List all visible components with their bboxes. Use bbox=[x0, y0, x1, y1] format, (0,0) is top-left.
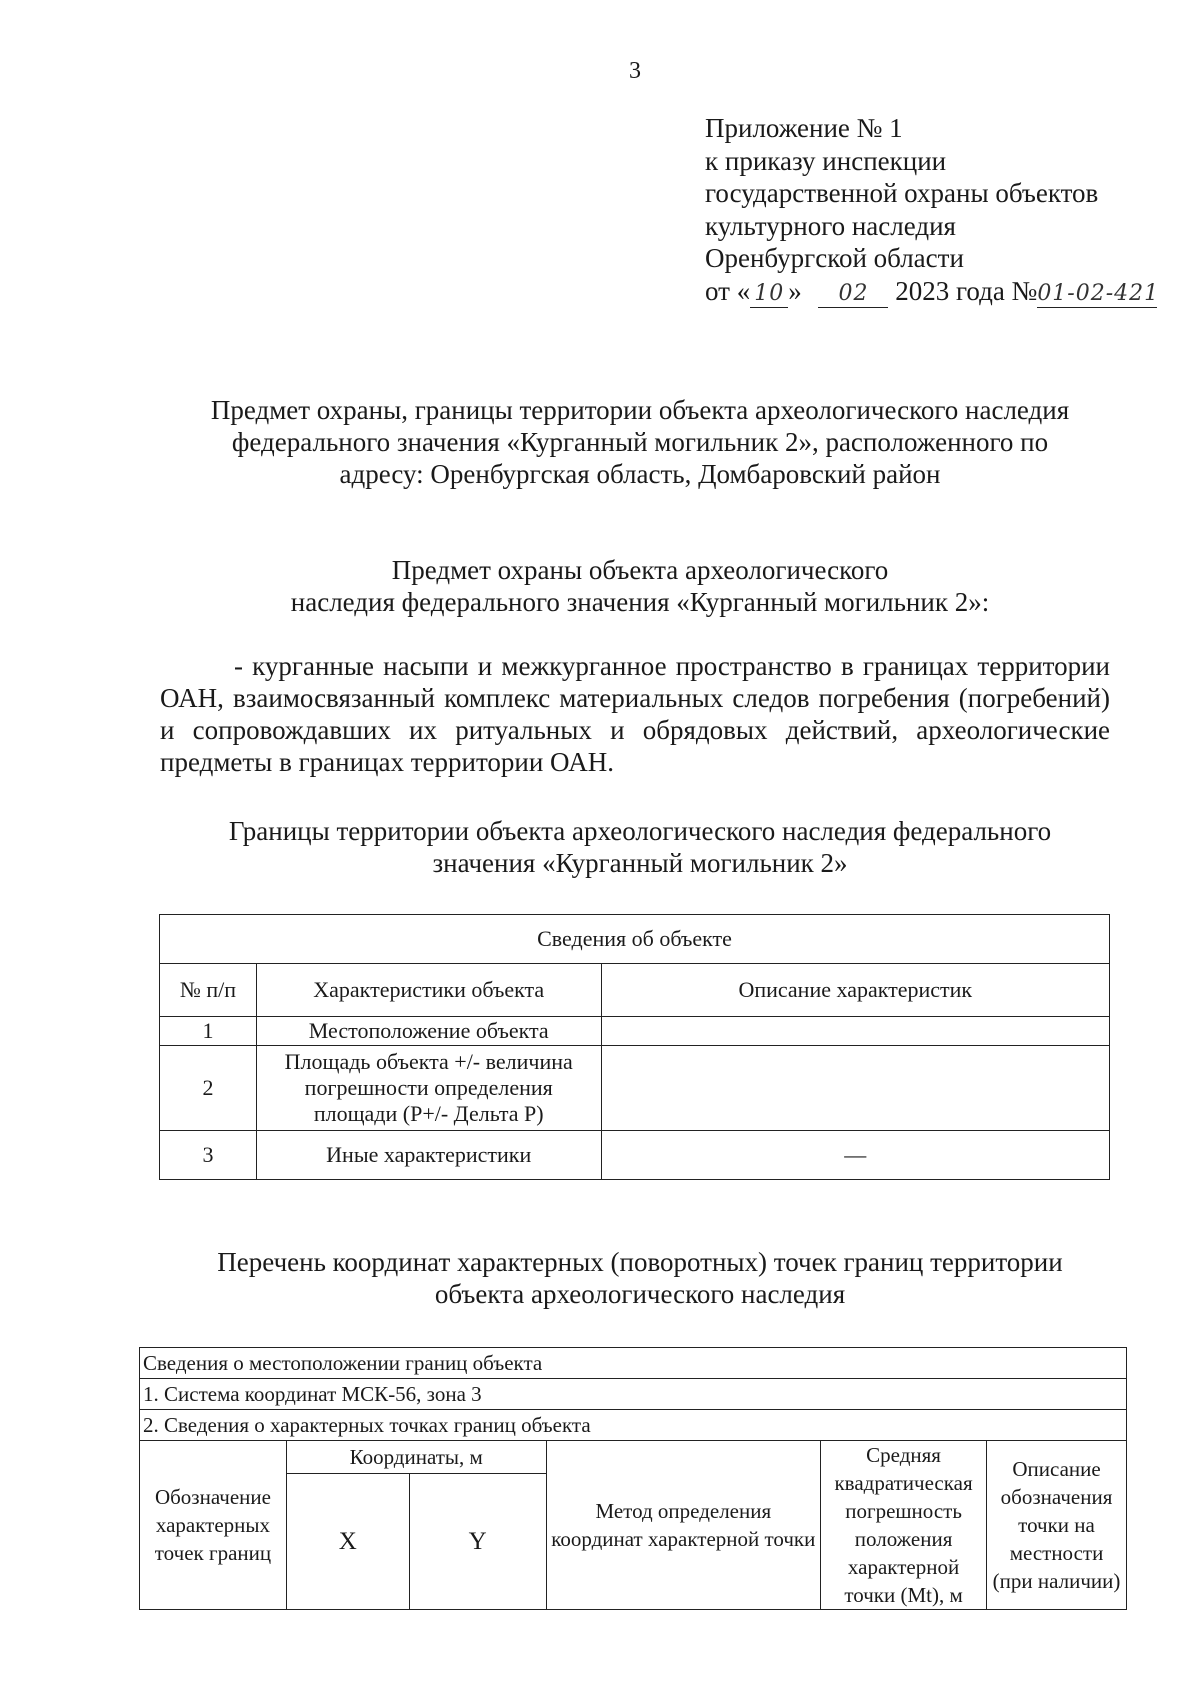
row-number: 2 bbox=[160, 1046, 257, 1131]
main-title-line: адресу: Оренбургская область, Домбаровский район bbox=[339, 459, 941, 489]
heading-line: объекта археологического наследия bbox=[434, 1279, 846, 1309]
heading-line: значения «Курганный могильник 2» bbox=[432, 848, 848, 878]
coordinate-system-row: 1. Система координат МСК-56, зона 3 bbox=[140, 1379, 1127, 1410]
appendix-line: Приложение № 1 bbox=[705, 113, 903, 143]
page-number: 3 bbox=[629, 58, 641, 84]
heading-line: Предмет охраны объекта археологического bbox=[391, 555, 889, 585]
column-header-y: Y bbox=[409, 1474, 546, 1610]
column-header-coordinates: Координаты, м bbox=[286, 1441, 546, 1474]
row-characteristic: Площадь объекта +/- величина погрешности определения площади (Р+/- Дельта Р) bbox=[256, 1046, 601, 1131]
column-header-point-description: Описание обозначения точки на местности (при наличии) bbox=[987, 1441, 1127, 1610]
column-header-error: Средняя квадратическая погрешность положения характерной точки (Mt), м bbox=[821, 1441, 987, 1610]
row-description bbox=[601, 1046, 1109, 1131]
column-header-number: № п/п bbox=[160, 964, 257, 1017]
handwritten-order-number: 01-02-421 bbox=[1037, 280, 1160, 306]
coordinates-heading bbox=[150, 1246, 1130, 1310]
points-info-row: 2. Сведения о характерных точках границ объекта bbox=[140, 1410, 1127, 1441]
main-title bbox=[150, 394, 1130, 490]
heading-line: Границы территории объекта археологического наследия федерального bbox=[228, 816, 1052, 846]
row-description: — bbox=[601, 1131, 1109, 1180]
table-row bbox=[160, 1046, 1110, 1131]
row-number: 1 bbox=[160, 1017, 257, 1046]
protection-subject-heading bbox=[150, 554, 1130, 618]
appendix-line: культурного наследия bbox=[705, 210, 956, 241]
paragraph-text: - курганные насыпи и межкурганное пространство в границах территории ОАН, взаимосвязанный комплекс материальных следов погребения (погребений) и сопровождавших их ритуальных и обрядовых действий, археологические предметы в границах территории ОАН. bbox=[160, 651, 1110, 777]
handwritten-month: 02 bbox=[818, 281, 888, 308]
table-row bbox=[160, 1131, 1110, 1180]
table-caption: Сведения об объекте bbox=[160, 915, 1110, 964]
main-title-line: Предмет охраны, границы территории объекта археологического наследия bbox=[210, 395, 1070, 425]
heading-line: Перечень координат характерных (поворотных) точек границ территории bbox=[217, 1247, 1063, 1277]
column-header-characteristic: Характеристики объекта bbox=[256, 964, 601, 1017]
location-info-row: Сведения о местоположении границ объекта bbox=[140, 1348, 1127, 1379]
handwritten-day: 10 bbox=[750, 281, 788, 308]
row-characteristic: Иные характеристики bbox=[256, 1131, 601, 1180]
appendix-line: государственной охраны объектов bbox=[705, 178, 1099, 208]
column-header-designation: Обозначение характерных точек границ bbox=[140, 1441, 287, 1610]
appendix-line: к приказу инспекции bbox=[705, 145, 947, 176]
heading-line: наследия федерального значения «Курганный могильник 2»: bbox=[290, 587, 990, 617]
boundaries-heading bbox=[150, 815, 1130, 879]
object-info-table bbox=[159, 914, 1110, 1180]
appendix-header bbox=[705, 112, 1160, 308]
row-characteristic: Местоположение объекта bbox=[256, 1017, 601, 1046]
column-header-x: X bbox=[286, 1474, 409, 1610]
date-prefix: от « bbox=[705, 275, 751, 306]
column-header-method: Метод определения координат характерной точки bbox=[546, 1441, 821, 1610]
row-description bbox=[601, 1017, 1109, 1046]
protection-subject-paragraph bbox=[160, 650, 1110, 778]
coordinates-table bbox=[139, 1347, 1127, 1610]
appendix-line: Оренбургской области bbox=[705, 243, 964, 273]
main-title-line: федерального значения «Курганный могильник 2», расположенного по bbox=[231, 427, 1049, 457]
table-row bbox=[160, 1017, 1110, 1046]
column-header-description: Описание характеристик bbox=[601, 964, 1109, 1017]
appendix-date-line bbox=[705, 275, 1160, 308]
date-quote-close: » bbox=[788, 275, 802, 306]
date-year: 2023 года № bbox=[895, 275, 1038, 306]
row-number: 3 bbox=[160, 1131, 257, 1180]
